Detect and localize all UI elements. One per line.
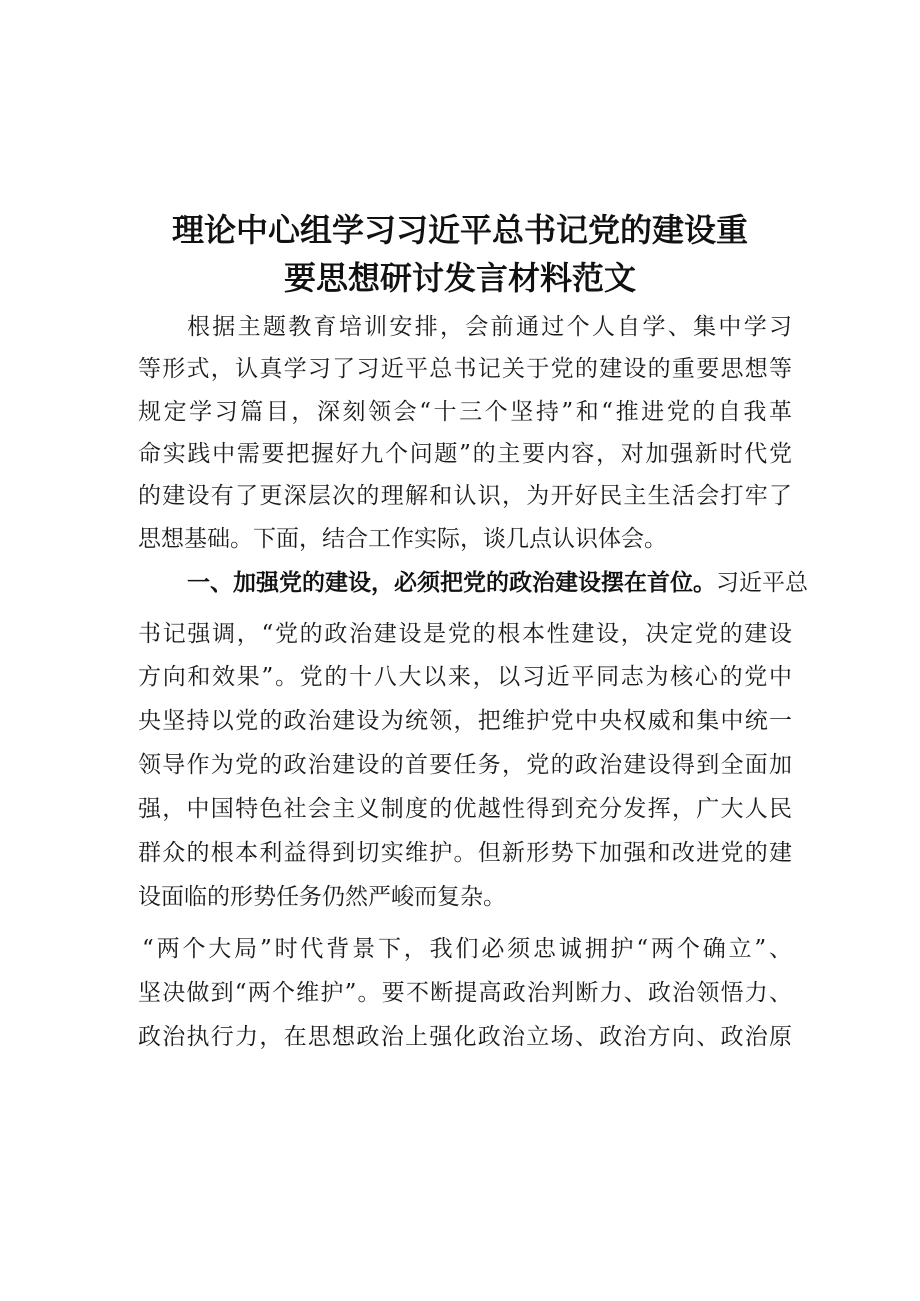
document-title-line-2: 要思想研讨发言材料范文: [283, 259, 636, 297]
paragraph-2-line: 强，中国特色社会主义制度的优越性得到充分发挥，广大人民: [138, 796, 792, 822]
paragraph-2-line: 方向和效果”。党的十八大以来，以习近平同志为核心的党中: [138, 664, 792, 690]
paragraph-1-line: 命实践中需要把握好九个问题”的主要内容，对加强新时代党: [138, 441, 792, 467]
paragraph-3-line: 政治执行力，在思想政治上强化政治立场、政治方向、政治原: [138, 1024, 792, 1050]
paragraph-1-line: 根据主题教育培训安排，会前通过个人自学、集中学习: [187, 314, 792, 340]
paragraph-2-line: 书记强调，“党的政治建设是党的根本性建设，决定党的建设: [138, 621, 792, 647]
section-heading: 一、加强党的建设，必须把党的政治建设摆在首位。: [187, 570, 716, 596]
paragraph-2-line: 设面临的形势任务仍然严峻而复杂。: [138, 884, 506, 910]
paragraph-2-first-line-rest: 习近平总: [716, 570, 808, 596]
paragraph-1-line: 的建设有了更深层次的理解和认识，为开好民主生活会打牢了: [138, 483, 792, 509]
paragraph-2-line: 央坚持以党的政治建设为统领，把维护党中央权威和集中统一: [138, 708, 792, 734]
paragraph-2-first-line: [187, 566, 808, 600]
paragraph-3-line: 坚决做到“两个维护”。要不断提高政治判断力、政治领悟力、: [138, 980, 792, 1006]
paragraph-2-line: 领导作为党的政治建设的首要任务，党的政治建设得到全面加: [138, 752, 792, 778]
paragraph-3-line: “两个大局”时代背景下，我们必须忠诚拥护“两个确立”、: [142, 936, 792, 962]
paragraph-1-line: 等形式，认真学习了习近平总书记关于党的建设的重要思想等: [138, 356, 792, 382]
paragraph-1-line: 规定学习篇目，深刻领会“十三个坚持”和“推进党的自我革: [138, 399, 792, 425]
document-title-line-1: 理论中心组学习习近平总书记党的建设重: [171, 211, 748, 249]
paragraph-1-line: 思想基础。下面，结合工作实际，谈几点认识体会。: [138, 526, 667, 552]
paragraph-2-line: 群众的根本利益得到切实维护。但新形势下加强和改进党的建: [138, 840, 792, 866]
